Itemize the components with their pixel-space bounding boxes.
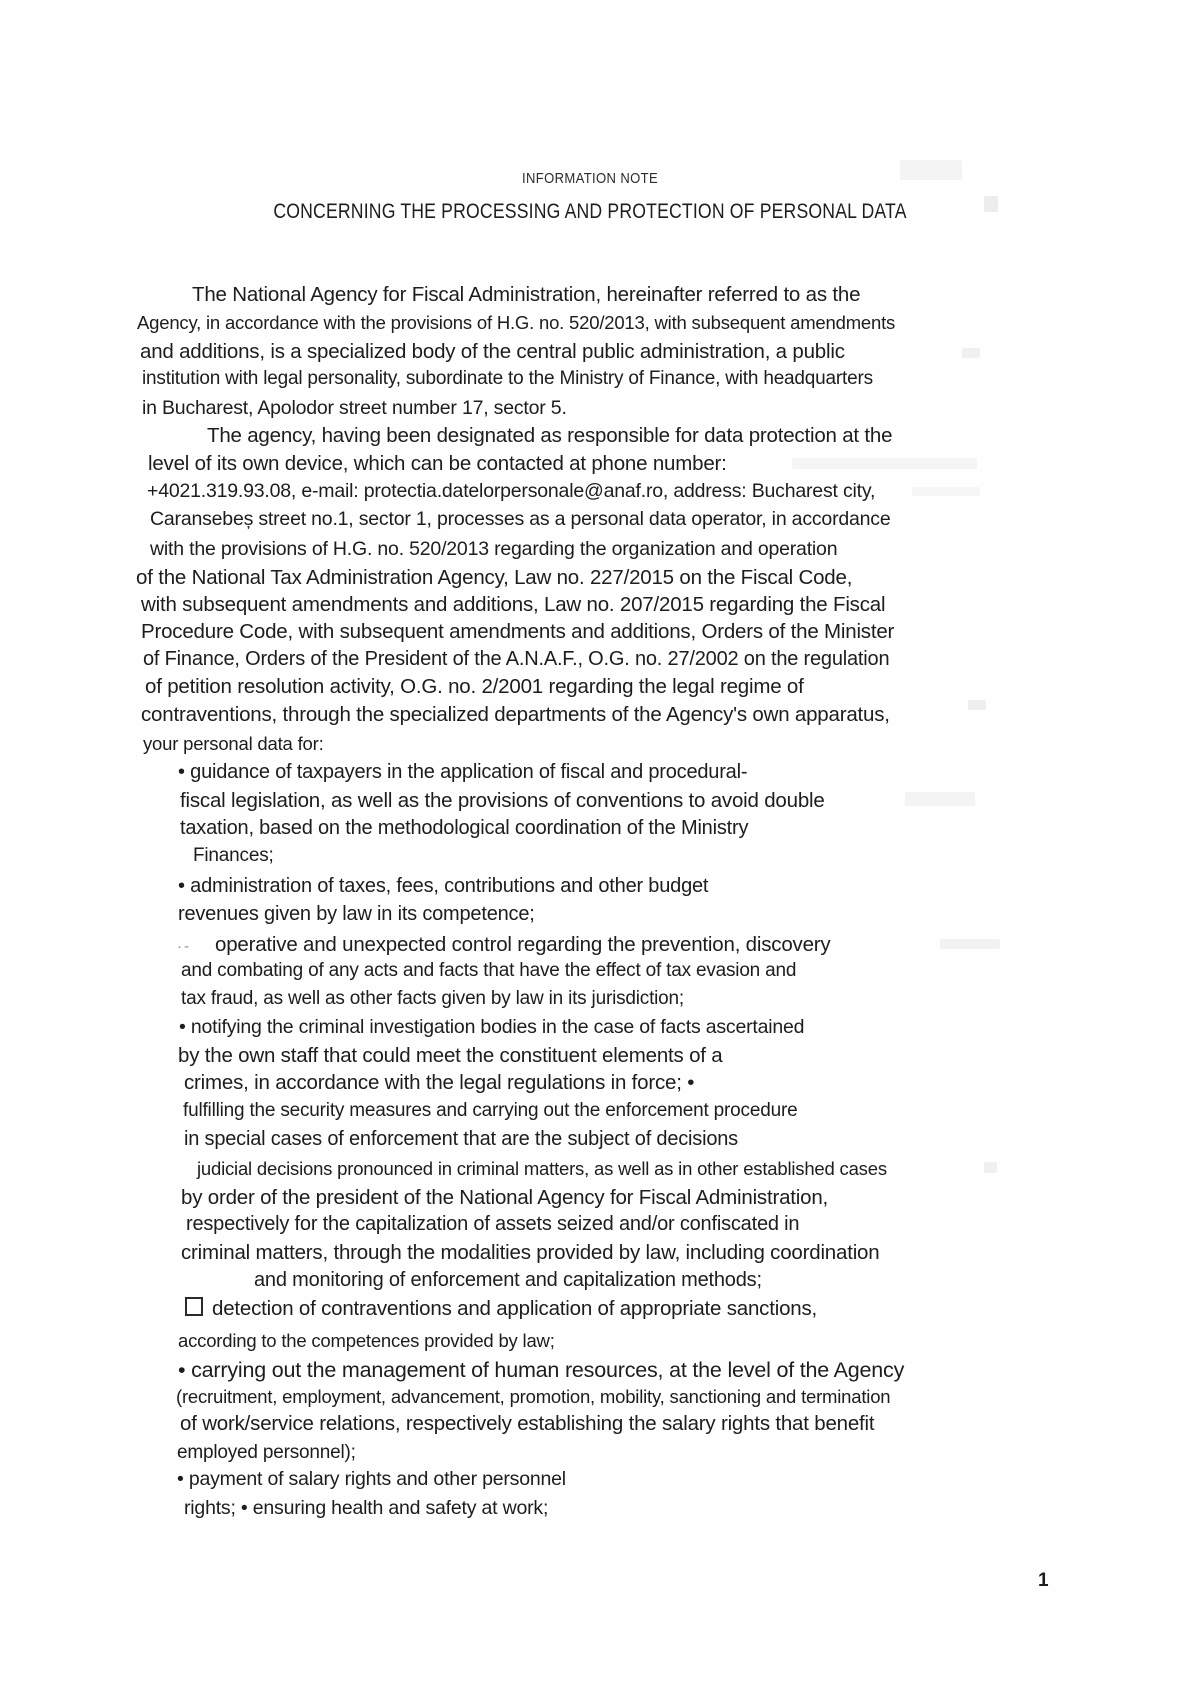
text-line [185,1297,817,1321]
text-line: • administration of taxes, fees, contributions and other budget [178,875,709,897]
text-line: revenues given by law in its competence; [178,903,535,925]
text-line: and monitoring of enforcement and capitalization methods; [254,1269,762,1291]
text-line: • carrying out the management of human resources, at the level of the Agency [178,1358,905,1382]
text-line: your personal data for: [143,733,324,754]
page-number: 1 [1038,1570,1049,1591]
document-title: CONCERNING THE PROCESSING AND PROTECTION OF PERSONAL DATA [273,200,907,223]
scan-artifact [962,348,980,358]
text-line: • guidance of taxpayers in the application of fiscal and procedural- [178,761,748,783]
text-line: in special cases of enforcement that are the subject of decisions [184,1128,738,1150]
text-line: contraventions, through the specialized departments of the Agency's own apparatus, [141,703,890,726]
text-line: of the National Tax Administration Agency, Law no. 227/2015 on the Fiscal Code, [136,566,853,589]
text-line: crimes, in accordance with the legal regulations in force; • [184,1071,695,1094]
text-line: tax fraud, as well as other facts given by law in its jurisdiction; [181,988,684,1009]
text-line: taxation, based on the methodological coordination of the Ministry [180,817,749,839]
text-line: Caransebeș street no.1, sector 1, processes as a personal data operator, in accordance [150,508,891,530]
text-line: according to the competences provided by law; [178,1330,555,1351]
text-line: fiscal legislation, as well as the provisions of conventions to avoid double [180,789,825,812]
text-line: of petition resolution activity, O.G. no. 2/2001 regarding the legal regime of [145,675,804,698]
document-kicker: INFORMATION NOTE [521,171,659,187]
text-line: Agency, in accordance with the provisions of H.G. no. 520/2013, with subsequent amendments [137,312,896,333]
text-line: The National Agency for Fiscal Administration, hereinafter referred to as the [192,283,861,306]
scan-artifact [968,700,986,710]
text-line: of work/service relations, respectively establishing the salary rights that benefit [180,1412,875,1435]
text-line [177,933,830,957]
faint-dash-mark: ·- [177,938,191,955]
text-line: with subsequent amendments and additions, Law no. 207/2015 regarding the Fiscal [141,593,886,616]
checkbox-glyph [185,1297,203,1316]
text-line: with the provisions of H.G. no. 520/2013 regarding the organization and operation [150,538,838,560]
text-line: judicial decisions pronounced in criminal matters, as well as in other established cases [197,1158,887,1179]
text-line: Finances; [193,845,274,866]
text-line: and combating of any acts and facts that have the effect of tax evasion and [181,960,797,981]
text-line: Procedure Code, with subsequent amendments and additions, Orders of the Minister [141,620,895,643]
text-line: by the own staff that could meet the constituent elements of a [178,1044,723,1067]
text-line: level of its own device, which can be contacted at phone number: [148,452,727,475]
text-line: rights; • ensuring health and safety at work; [184,1497,549,1519]
text: operative and unexpected control regarding the prevention, discovery [215,933,831,956]
scan-artifact [792,458,977,469]
scan-artifact [905,792,975,806]
text-line: respectively for the capitalization of assets seized and/or confiscated in [186,1213,800,1235]
scan-artifact [940,939,1000,949]
text-line: of Finance, Orders of the President of the A.N.A.F., O.G. no. 27/2002 on the regulation [143,648,890,670]
text-line: +4021.319.93.08, e-mail: protectia.datelorpersonale@anaf.ro, address: Bucharest city, [147,480,876,502]
text-line: by order of the president of the National Agency for Fiscal Administration, [181,1186,829,1209]
text-line: criminal matters, through the modalities provided by law, including coordination [181,1241,880,1264]
text-line: The agency, having been designated as responsible for data protection at the [207,424,893,447]
scan-artifact [984,1162,997,1173]
text-line: (recruitment, employment, advancement, promotion, mobility, sanctioning and termination [176,1386,891,1407]
text: detection of contraventions and application of appropriate sanctions, [212,1297,818,1320]
text-line: fulfilling the security measures and carrying out the enforcement procedure [183,1100,798,1121]
text-line: employed personnel); [177,1442,356,1463]
text-line: • notifying the criminal investigation bodies in the case of facts ascertained [179,1016,805,1038]
text-line: in Bucharest, Apolodor street number 17, sector 5. [142,397,567,419]
scan-artifact [912,487,980,496]
text-line: • payment of salary rights and other personnel [177,1468,566,1490]
text-line: and additions, is a specialized body of the central public administration, a public [140,340,845,363]
text-line: institution with legal personality, subordinate to the Ministry of Finance, with headquarters [142,368,873,389]
